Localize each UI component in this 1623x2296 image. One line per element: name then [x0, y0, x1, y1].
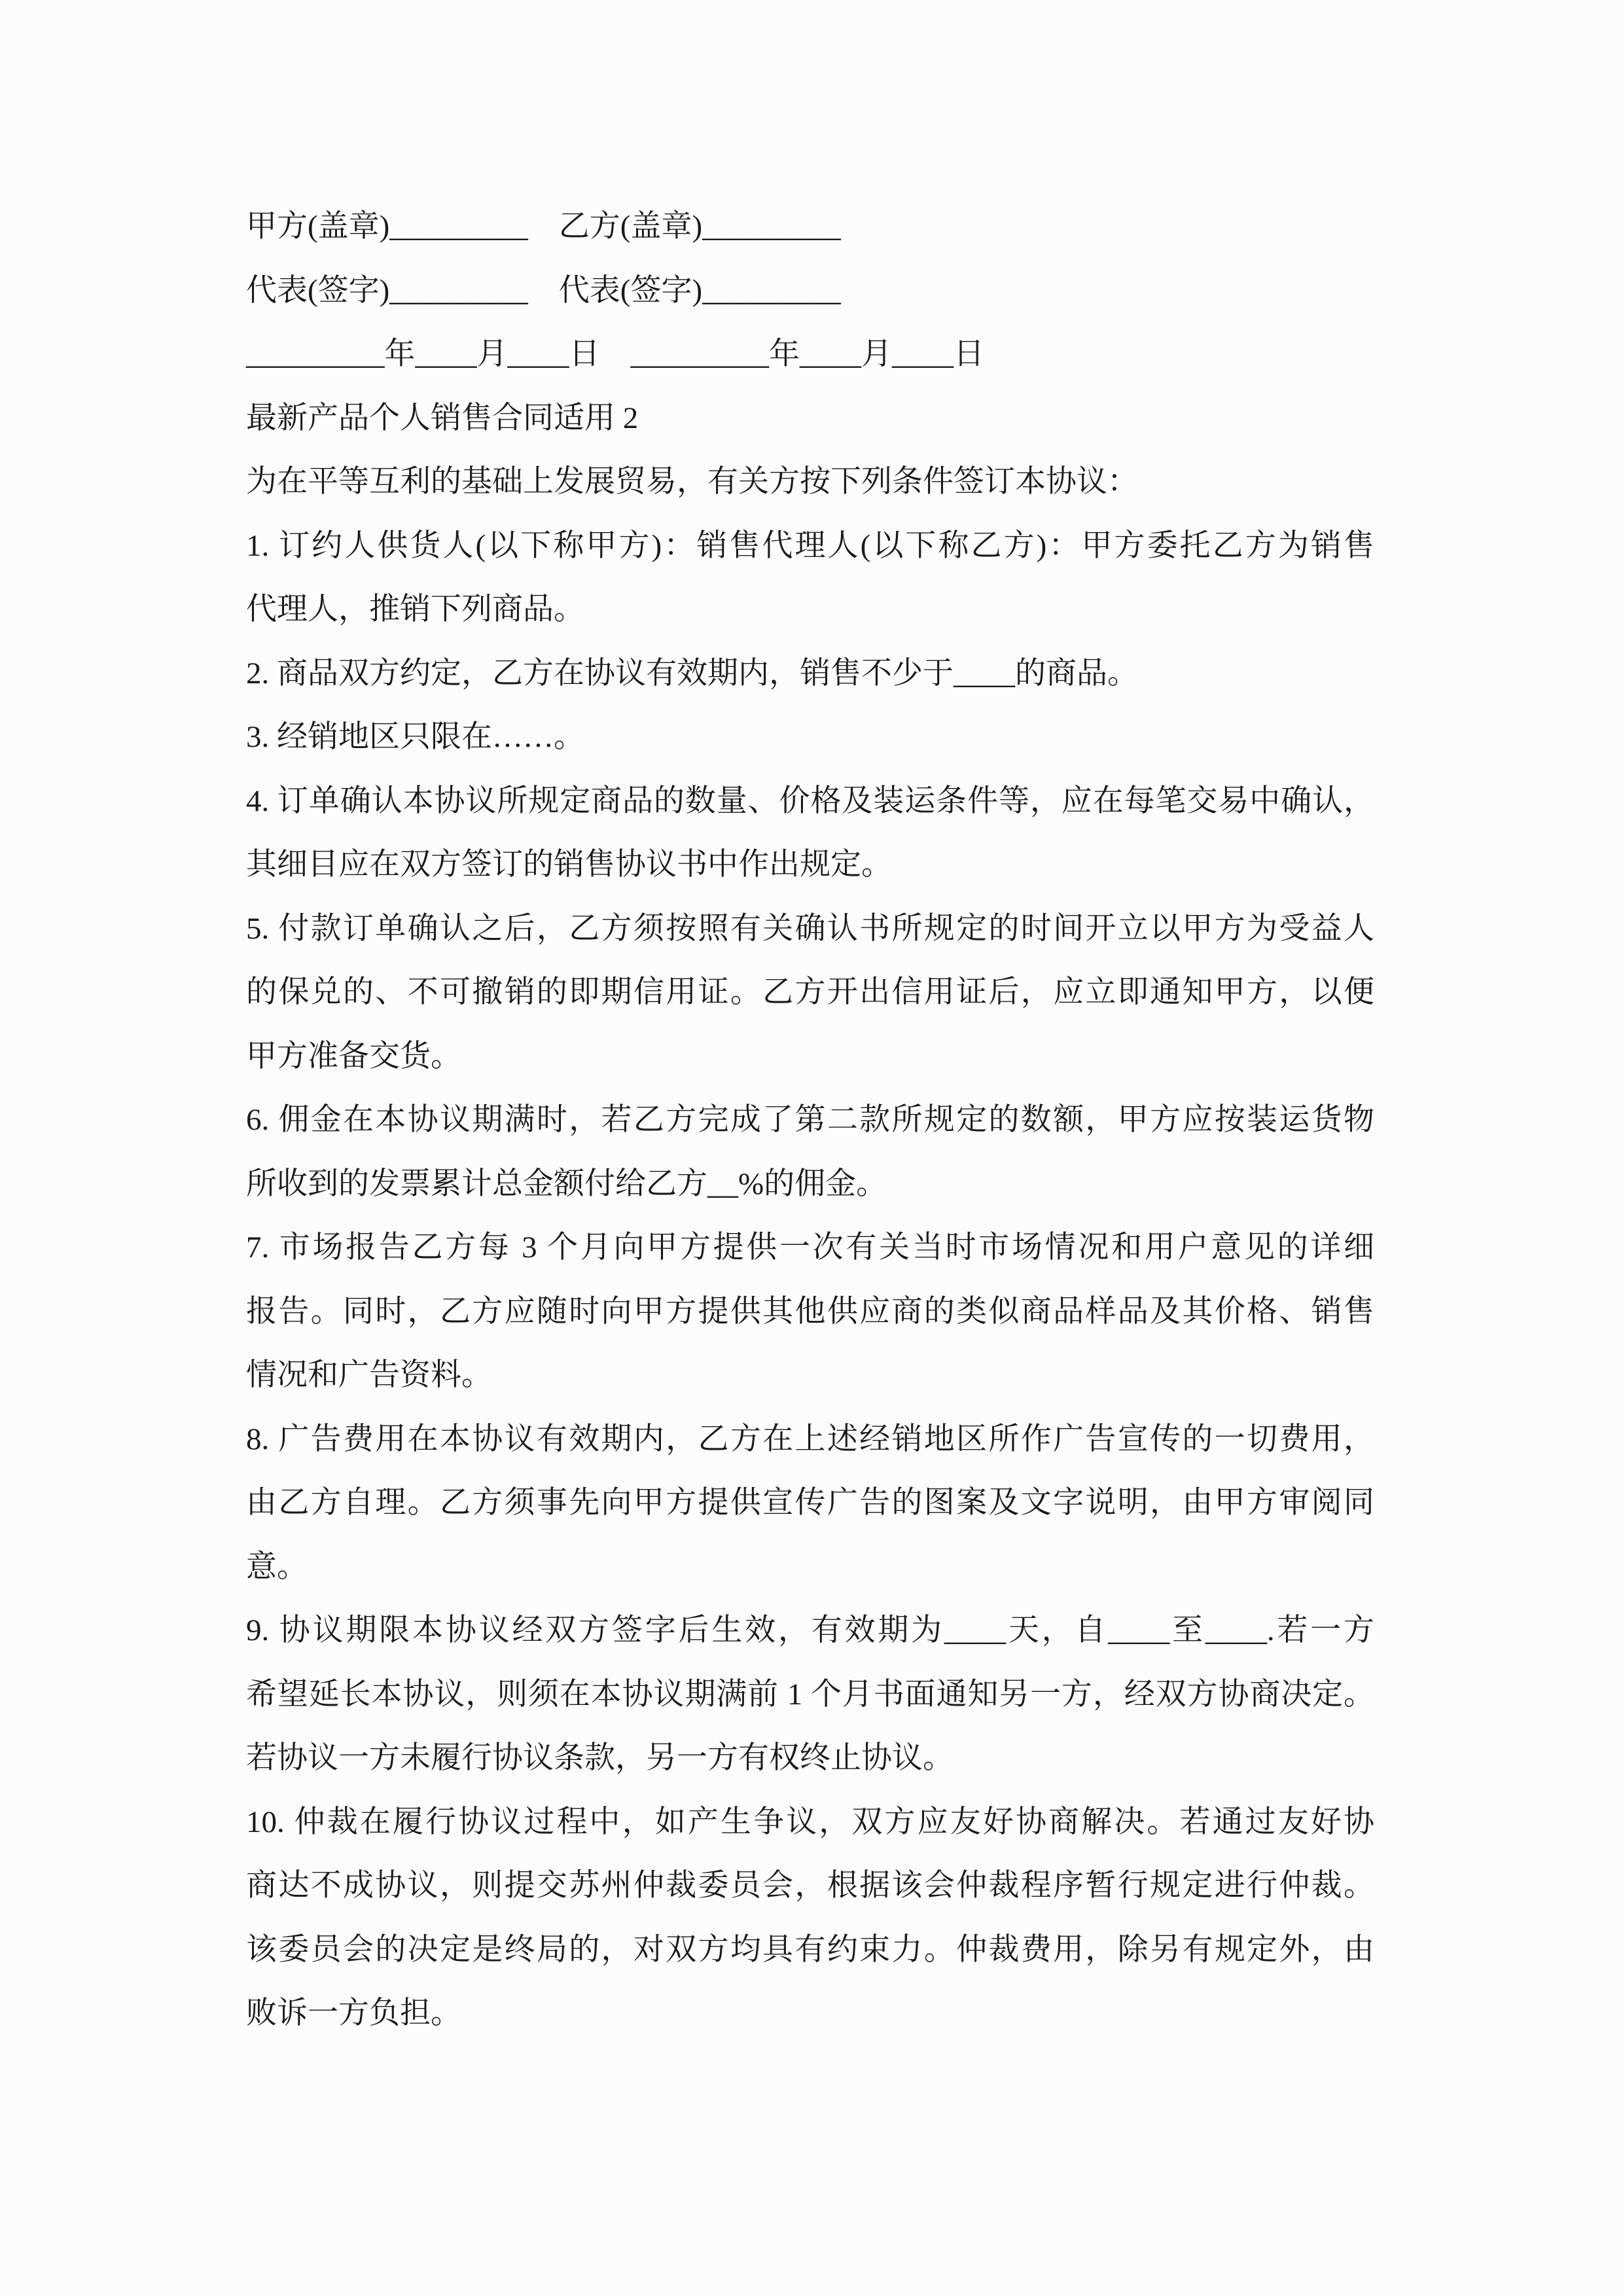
clause-4-line-1: 4. 订单确认本协议所规定商品的数量、价格及装运条件等，应在每笔交易中确认， — [246, 783, 1374, 818]
clause-9-line-3: 若协议一方未履行协议条款，另一方有权终止协议。 — [246, 1741, 954, 1775]
clause-7-line-1: 7. 市场报告乙方每 3 个月向甲方提供一次有关当时市场情况和用户意见的详细 — [246, 1230, 1374, 1265]
clause-8-line-1: 8. 广告费用在本协议有效期内，乙方在上述经销地区所作广告宣传的一切费用， — [246, 1422, 1374, 1456]
signature-representative-line: 代表(签字)_________ 代表(签字)_________ — [246, 273, 841, 308]
date-line: _________年____月____日 _________年____月____日 — [246, 337, 984, 371]
clause-8-line-3: 意。 — [246, 1549, 308, 1584]
document-body — [246, 195, 1374, 2046]
clause-6-line-2: 所收到的发票累计总金额付给乙方__%的佣金。 — [246, 1166, 887, 1201]
signature-seal-line: 甲方(盖章)_________ 乙方(盖章)_________ — [246, 209, 841, 243]
clause-3: 3. 经销地区只限在……。 — [246, 720, 584, 754]
clause-1-line-1: 1. 订约人供货人(以下称甲方)：销售代理人(以下称乙方)：甲方委托乙方为销售 — [246, 528, 1374, 563]
clause-8-line-2: 由乙方自理。乙方须事先向甲方提供宣传广告的图案及文字说明，由甲方审阅同 — [246, 1486, 1374, 1520]
clause-10-line-2: 商达不成协议，则提交苏州仲裁委员会，根据该会仲裁程序暂行规定进行仲裁。 — [246, 1869, 1374, 1903]
section-title: 最新产品个人销售合同适用 2 — [246, 401, 639, 435]
clause-10-line-3: 该委员会的决定是终局的，对双方均具有约束力。仲裁费用，除另有规定外，由 — [246, 1932, 1374, 1967]
preamble: 为在平等互利的基础上发展贸易，有关方按下列条件签订本协议： — [246, 465, 1138, 499]
clause-10-line-4: 败诉一方负担。 — [246, 1996, 461, 2030]
clause-5-line-2: 的保兑的、不可撤销的即期信用证。乙方开出信用证后，应立即通知甲方，以便 — [246, 975, 1374, 1009]
clause-7-line-2: 报告。同时，乙方应随时向甲方提供其他供应商的类似商品样品及其价格、销售 — [246, 1294, 1374, 1329]
clause-6-line-1: 6. 佣金在本协议期满时，若乙方完成了第二款所规定的数额，甲方应按装运货物 — [246, 1103, 1374, 1137]
clause-9-line-2: 希望延长本协议，则须在本协议期满前 1 个月书面通知另一方，经双方协商决定。 — [246, 1677, 1374, 1712]
clause-5-line-1: 5. 付款订单确认之后，乙方须按照有关确认书所规定的时间开立以甲方为受益人 — [246, 911, 1374, 946]
clause-4-line-2: 其细目应在双方签订的销售协议书中作出规定。 — [246, 848, 892, 882]
clause-2: 2. 商品双方约定，乙方在协议有效期内，销售不少于____的商品。 — [246, 656, 1138, 691]
clause-5-line-3: 甲方准备交货。 — [246, 1039, 461, 1073]
clause-10-line-1: 10. 仲裁在履行协议过程中，如产生争议，双方应友好协商解决。若通过友好协 — [246, 1804, 1374, 1839]
clause-9-line-1: 9. 协议期限本协议经双方签字后生效，有效期为____天，自____至____.若一方 — [246, 1613, 1374, 1647]
clause-1-line-2: 代理人，推销下列商品。 — [246, 592, 584, 626]
clause-7-line-3: 情况和广告资料。 — [246, 1358, 492, 1392]
